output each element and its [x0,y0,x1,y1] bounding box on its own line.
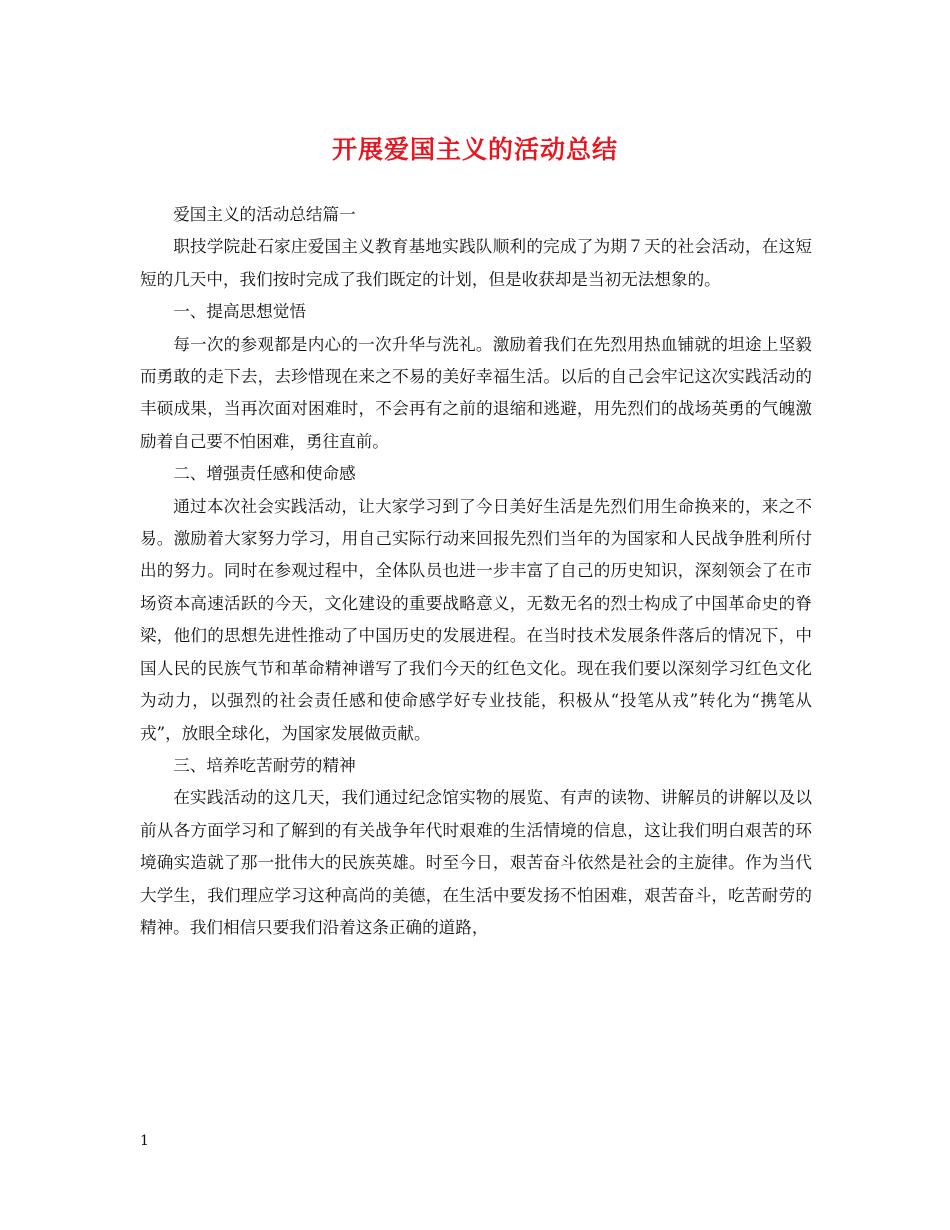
section-heading: 三、培养吃苦耐劳的精神 [173,755,356,775]
document-body [140,199,812,944]
body-paragraph: 在实践活动的这几天，我们通过纪念馆实物的展览、有声的读物、讲解员的讲解以及以前从各方面学习和了解到的有关战争年代时艰难的生活情境的信息，这让我们明白艰苦的环境确实造就了那一批伟大的民族英雄。时至今日，艰苦奋斗依然是社会的主旋律。作为当代大学生，我们理应学习这种高尚的美德，在生活中要发扬不怕困难，艰苦奋斗，吃苦耐劳的精神。我们相信只要我们沿着这条正确的道路， [140,788,812,937]
document-title: 开展爱国主义的活动总结 [331,135,618,164]
page-number: 1 [140,1133,149,1149]
section-heading-article: 爱国主义的活动总结篇一 [173,205,356,224]
section-heading: 一、提高思想觉悟 [173,302,306,322]
body-paragraph: 通过本次社会实践活动，让大家学习到了今日美好生活是先烈们用生命换来的，来之不易。激励着大家努力学习，用自己实际行动来回报先烈们当年的为国家和人民战争胜利所付出的努力。同时在参观过程中，全体队员也进一步丰富了自己的历史知识，深刻领会了在市场资本高速活跃的今天，文化建设的重要战略意义，无数无名的烈士构成了中国革命史的脊梁，他们的思想先进性推动了中国历史的发展进程。在当时技术发展条件落后的情况下，中国人民的民族气节和革命精神谱写了我们今天的红色文化。现在我们要以深刻学习红色文化为动力，以强烈的社会责任感和使命感学好专业技能，积极从“投笔从戎”转化为“携笔从戎”，放眼全球化，为国家发展做贡献。 [140,496,812,743]
body-paragraph: 每一次的参观都是内心的一次升华与洗礼。激励着我们在先烈用热血铺就的坦途上坚毅而勇敢的走下去，去珍惜现在来之不易的美好幸福生活。以后的自己会牢记这次实践活动的丰硕成果，当再次面对困难时，不会再有之前的退缩和逃避，用先烈们的战场英勇的气魄激励着自己要不怕困难，勇往直前。 [140,334,812,451]
body-paragraph: 职技学院赴石家庄爱国主义教育基地实践队顺利的完成了为期７天的社会活动，在这短短的几天中，我们按时完成了我们既定的计划，但是收获却是当初无法想象的。 [140,237,812,289]
section-heading: 二、增强责任感和使命感 [173,464,356,484]
